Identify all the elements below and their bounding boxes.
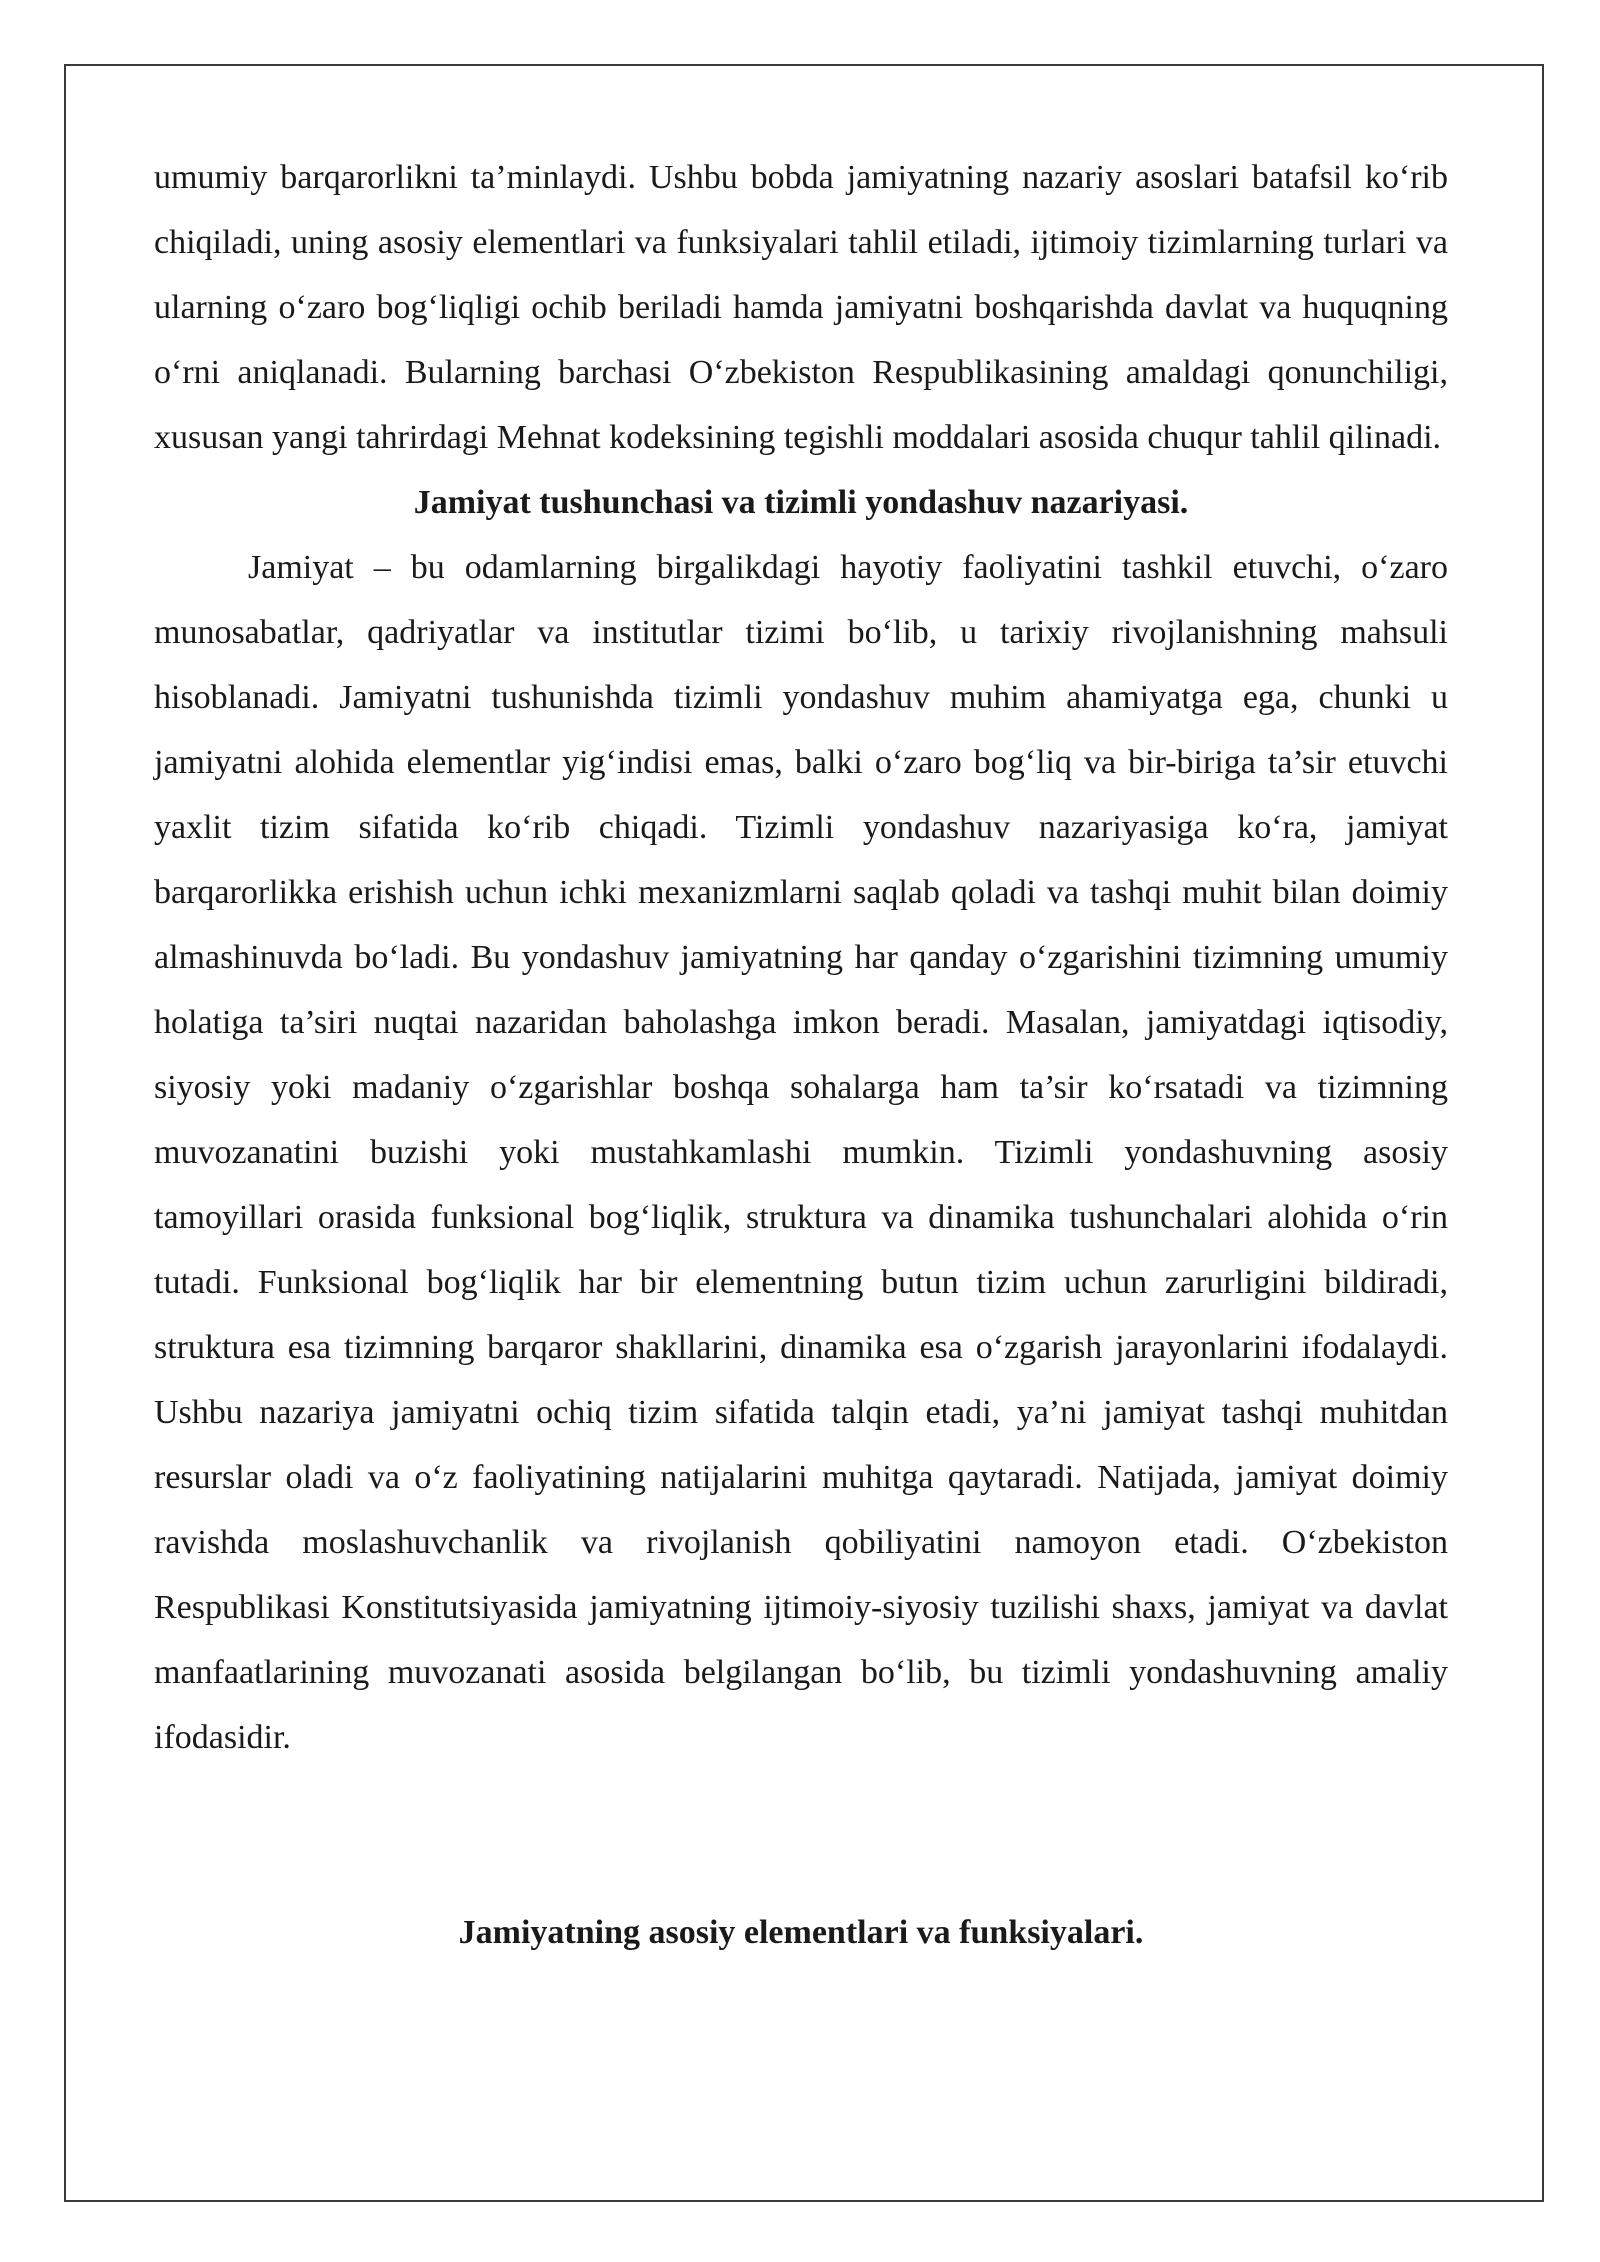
- paragraph-intro: umumiy barqarorlikni ta’minlaydi. Ushbu bobda jamiyatning nazariy asoslari batafsil ko‘rib chiqiladi, uning asosiy elementlari va funksiyalari tahlil etiladi, ijtimoiy tizimlarning turlari va ularning o‘zaro bog‘liqligi ochib beriladi hamda jamiyatni boshqarishda davlat va huquqning o‘rni aniqlanadi. Bularning barchasi O‘zbekiston Respublikasining amaldagi qonunchiligi, xususan yangi tahrirdagi Mehnat kodeksining tegishli moddalari asosida chuqur tahlil qilinadi.: [154, 159, 1448, 456]
- section-spacer: [154, 1770, 1448, 1900]
- section-heading-society-concept: Jamiyat tushunchasi va tizimli yondashuv nazariyasi.: [413, 484, 1189, 521]
- document-body: [154, 145, 1448, 1965]
- paragraph-society-definition: Jamiyat – bu odamlarning birgalikdagi hayotiy faoliyatini tashkil etuvchi, o‘zaro munosabatlar, qadriyatlar va institutlar tizimi bo‘lib, u tarixiy rivojlanishning mahsuli hisoblanadi. Jamiyatni tushunishda tizimli yondashuv muhim ahamiyatga ega, chunki u jamiyatni alohida elementlar yig‘indisi emas, balki o‘zaro bog‘liq va bir-biriga ta’sir etuvchi yaxlit tizim sifatida ko‘rib chiqadi. Tizimli yondashuv nazariyasiga ko‘ra, jamiyat barqarorlikka erishish uchun ichki mexanizmlarni saqlab qoladi va tashqi muhit bilan doimiy almashinuvda bo‘ladi. Bu yondashuv jamiyatning har qanday o‘zgarishini tizimning umumiy holatiga ta’siri nuqtai nazaridan baholashga imkon beradi. Masalan, jamiyatdagi iqtisodiy, siyosiy yoki madaniy o‘zgarishlar boshqa sohalarga ham ta’sir ko‘rsatadi va tizimning muvozanatini buzishi yoki mustahkamlashi mumkin. Tizimli yondashuvning asosiy tamoyillari orasida funksional bog‘liqlik, struktura va dinamika tushunchalari alohida o‘rin tutadi. Funksional bog‘liqlik har bir elementning butun tizim uchun zarurligini bildiradi, struktura esa tizimning barqaror shakllarini, dinamika esa o‘zgarish jarayonlarini ifodalaydi. Ushbu nazariya jamiyatni ochiq tizim sifatida talqin etadi, ya’ni jamiyat tashqi muhitdan resurslar oladi va o‘z faoliyatining natijalarini muhitga qaytaradi. Natijada, jamiyat doimiy ravishda moslashuvchanlik va rivojlanish qobiliyatini namoyon etadi. O‘zbekiston Respublikasi Konstitutsiyasida jamiyatning ijtimoiy-siyosiy tuzilishi shaxs, jamiyat va davlat manfaatlarining muvozanati asosida belgilangan bo‘lib, bu tizimli yondashuvning amaliy ifodasidir.: [154, 549, 1448, 1756]
- section-heading-elements-functions: Jamiyatning asosiy elementlari va funksiyalari.: [458, 1914, 1144, 1951]
